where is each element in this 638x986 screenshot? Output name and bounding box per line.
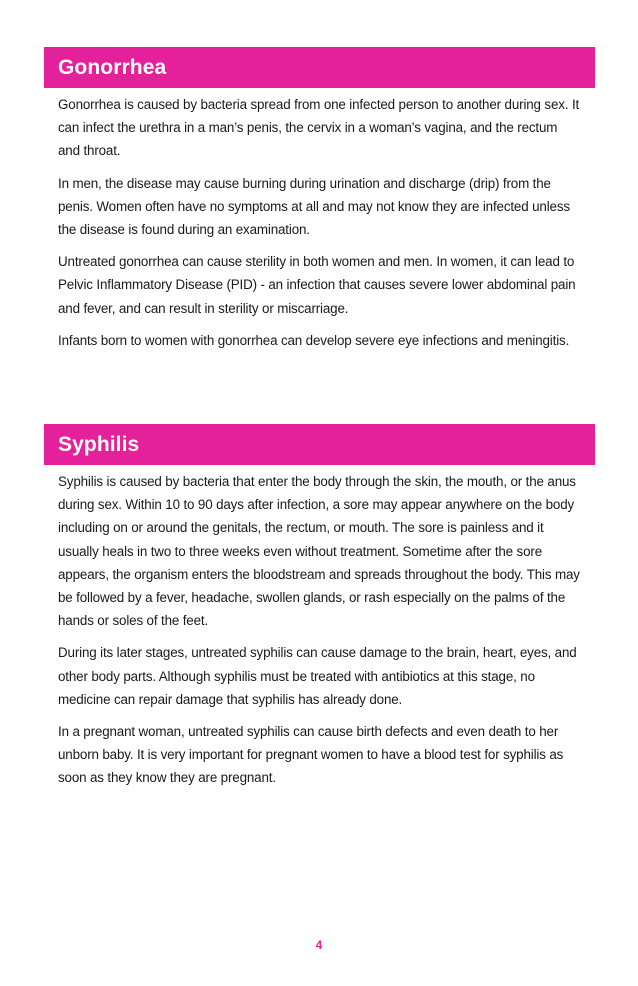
section-body-gonorrhea (44, 88, 595, 352)
page-number: 4 (315, 938, 323, 952)
paragraph: During its later stages, untreated syphilis can cause damage to the brain, heart, eyes, and other body parts. Although syphilis must be treated with antibiotics at this stage, no medicine can repair damage that syphilis has already done. (58, 645, 577, 707)
section-title-syphilis: Syphilis (44, 424, 595, 465)
paragraph: In men, the disease may cause burning during urination and discharge (drip) from the penis. Women often have no symptoms at all and may not know they are infected unless the disease is found during an examination. (58, 175, 570, 238)
paragraph: Untreated gonorrhea can cause sterility in both women and men. In women, it can lead to Pelvic Inflammatory Disease (PID) - an infection that causes severe lower abdominal pain and fever, and can result in sterility or miscarriage. (58, 254, 576, 316)
paragraph: In a pregnant woman, untreated syphilis can cause birth defects and even death to her unborn baby. It is very important for pregnant women to have a blood test for syphilis as soon as they know they are pregnant. (58, 724, 564, 786)
section-gonorrhea (44, 47, 595, 352)
paragraph: Infants born to women with gonorrhea can develop severe eye infections and meningitis. (58, 332, 570, 348)
section-syphilis (44, 424, 595, 790)
paragraph: Syphilis is caused by bacteria that enter the body through the skin, the mouth, or the anus during sex. Within 10 to 90 days after infection, a sore may appear anywhere on the body including on or around the genitals, the rectum, or mouth. The sore is painless and it usually heals in two to three weeks even without treatment. Sometime after the sore appears, the organism enters the bloodstream and spreads throughout the body. This may be followed by a fever, headache, swollen glands, or rash especially on the palms of the hands or soles of the feet. (58, 474, 580, 629)
paragraph: Gonorrhea is caused by bacteria spread from one infected person to another during sex. It can infect the urethra in a man’s penis, the cervix in a woman’s vagina, and the rectum and throat. (58, 97, 580, 159)
section-title-gonorrhea: Gonorrhea (44, 47, 595, 88)
section-body-syphilis (44, 465, 595, 790)
document-page (44, 47, 595, 786)
